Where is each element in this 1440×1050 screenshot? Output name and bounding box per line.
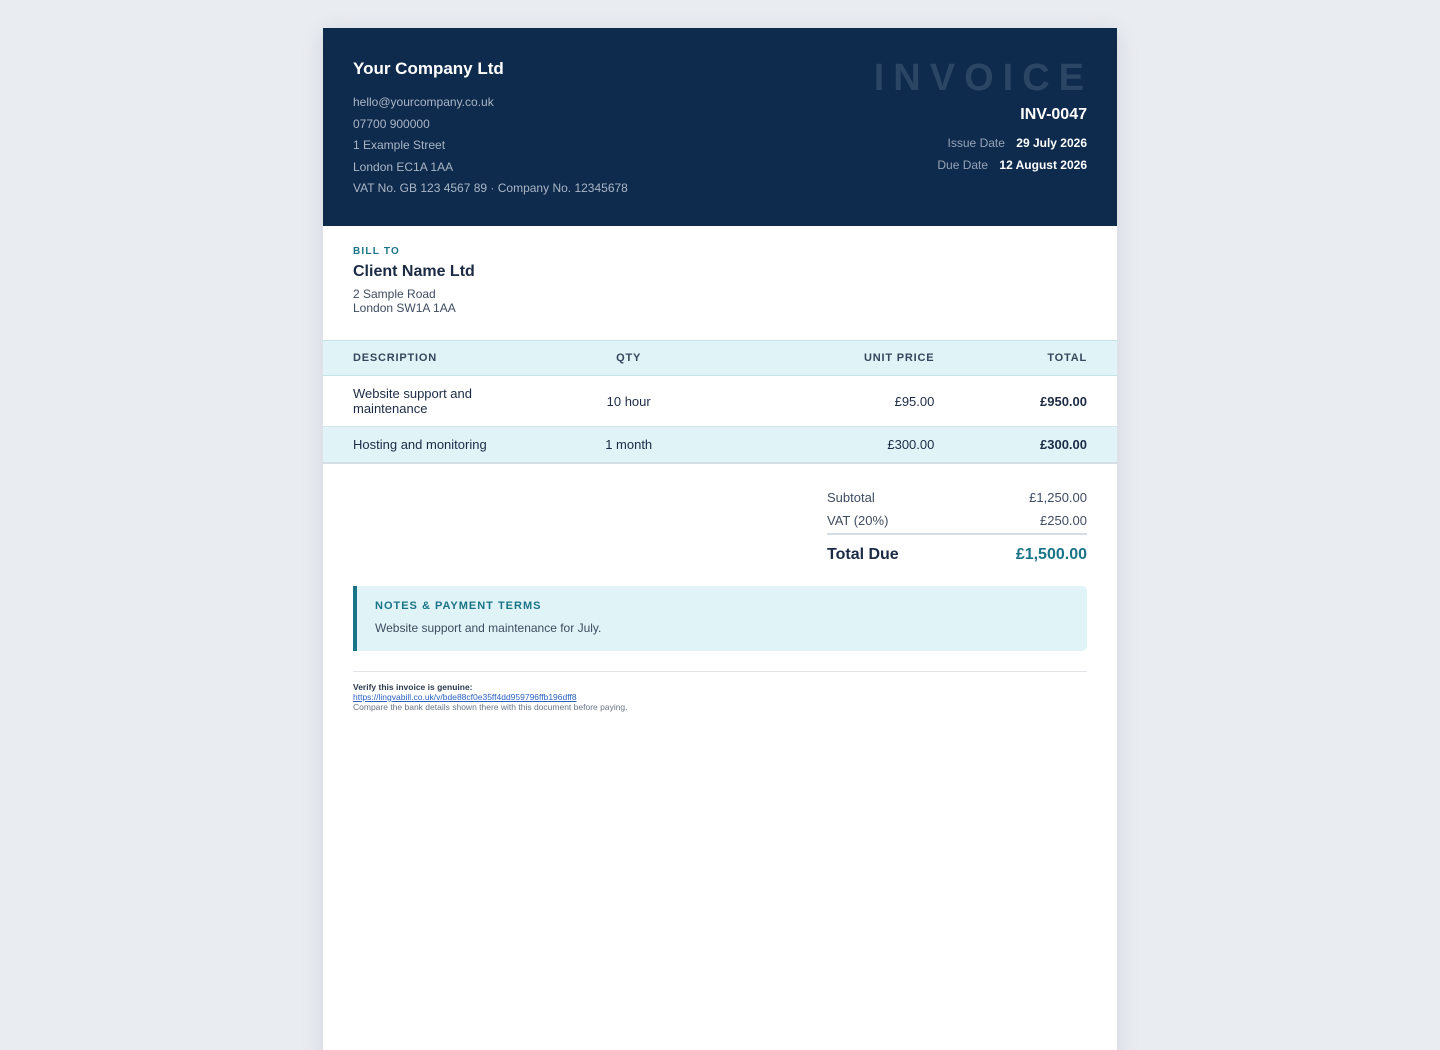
company-address-line1: 1 Example Street: [353, 138, 446, 153]
notes-text: Website support and maintenance for July.: [375, 621, 602, 635]
item-qty: 1 month: [536, 427, 721, 463]
item-total: £300.00: [934, 427, 1117, 463]
due-date-row: [874, 158, 1087, 172]
column-header-total: TOTAL: [934, 341, 1117, 376]
client-address: [353, 287, 1087, 315]
invoice-meta: [873, 57, 1093, 172]
invoice-title: INVOICE: [873, 57, 1093, 99]
invoice-number: INV-0047: [1020, 106, 1087, 123]
vat-value: £250.00: [1040, 513, 1087, 528]
column-header-qty: QTY: [536, 341, 721, 376]
invoice-page: [323, 28, 1117, 1050]
item-total: £950.00: [934, 376, 1117, 427]
company-name: Your Company Ltd: [353, 59, 504, 78]
item-description: Website support and maintenance: [323, 376, 536, 427]
column-header-unit-price: UNIT PRICE: [721, 341, 934, 376]
issue-date-label: Issue Date: [947, 136, 1005, 150]
column-header-description: DESCRIPTION: [323, 341, 536, 376]
table-row: [323, 427, 1117, 463]
client-address-line1: 2 Sample Road: [353, 287, 436, 301]
company-address-line2: London EC1A 1AA: [353, 159, 454, 174]
client-address-line2: London SW1A 1AA: [353, 301, 456, 315]
vat-label: VAT (20%): [827, 513, 889, 528]
total-due-value: £1,500.00: [1015, 546, 1087, 563]
item-qty: 10 hour: [536, 376, 721, 427]
issue-date-row: [874, 136, 1087, 150]
issue-date-value: 29 July 2026: [1016, 136, 1087, 150]
table-row: [323, 376, 1117, 427]
bill-to-label: BILL TO: [353, 246, 400, 257]
notes-box: [353, 586, 1087, 651]
due-date-value: 12 August 2026: [999, 158, 1087, 172]
vat-row: [827, 509, 1087, 532]
item-unit-price: £95.00: [721, 376, 934, 427]
total-due-label: Total Due: [827, 546, 899, 563]
table-header-row: [323, 341, 1117, 376]
subtotal-value: £1,250.00: [1029, 490, 1087, 505]
verify-link[interactable]: https://lingvabill.co.uk/v/bde88cf0e35ff4dd959796ffb196dff8: [353, 692, 577, 702]
verify-note: Compare the bank details shown there with this document before paying.: [353, 702, 628, 712]
verification-footer: [353, 671, 1087, 712]
line-items-table: [323, 340, 1117, 464]
company-email: hello@yourcompany.co.uk: [353, 95, 494, 109]
verify-title: Verify this invoice is genuine:: [353, 682, 473, 692]
company-registration: VAT No. GB 123 4567 89 · Company No. 12345678: [353, 181, 628, 196]
company-phone: 07700 900000: [353, 116, 430, 131]
bill-to-section: [323, 226, 1117, 340]
item-description: Hosting and monitoring: [323, 427, 536, 463]
client-name: Client Name Ltd: [353, 263, 475, 280]
due-date-label: Due Date: [937, 158, 989, 172]
total-due-row: [827, 535, 1087, 575]
invoice-header: [323, 28, 1117, 226]
totals-section: [827, 486, 1087, 575]
notes-title: NOTES & PAYMENT TERMS: [375, 600, 542, 612]
subtotal-label: Subtotal: [827, 490, 875, 505]
item-unit-price: £300.00: [721, 427, 934, 463]
subtotal-row: [827, 486, 1087, 509]
